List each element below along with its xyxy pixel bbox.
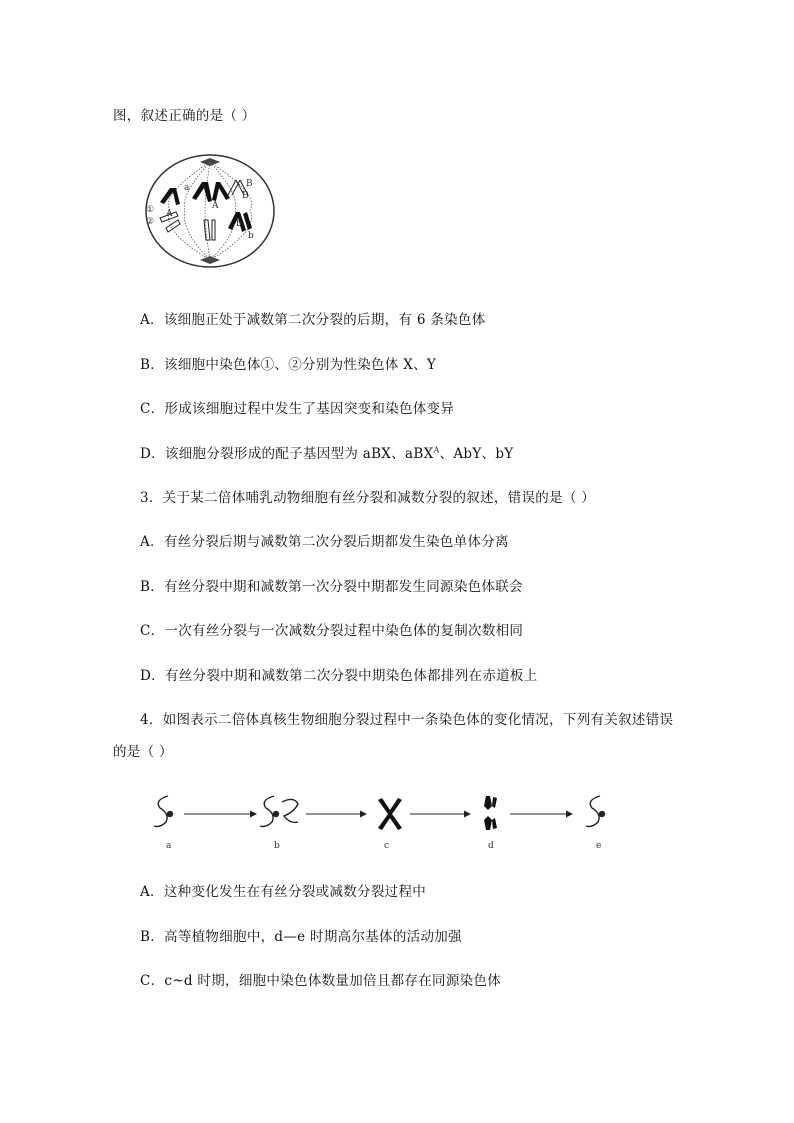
- chromosome-stage-e: [586, 796, 605, 827]
- q3-option-d: D．有丝分裂中期和减数第二次分裂中期染色体都排列在赤道板上: [140, 668, 538, 684]
- q4-option-c: C．c~d 时期，细胞中染色体数量加倍且都存在同源染色体: [140, 973, 502, 989]
- stage-label-d: d: [488, 841, 494, 851]
- q3-stem: 3．关于某二倍体哺乳动物细胞有丝分裂和减数分裂的叙述，错误的是（ ）: [140, 490, 596, 506]
- q2-option-b: B．该细胞中染色体①、②分别为性染色体 X、Y: [140, 357, 437, 373]
- stage-label-b: b: [274, 841, 280, 851]
- chromosome-stage-b: [260, 796, 298, 827]
- label-A-left: A: [166, 209, 173, 219]
- label-b-bottom: b: [248, 231, 254, 241]
- q4-option-a: A．这种变化发生在有丝分裂或减数分裂过程中: [140, 884, 427, 900]
- label-B-top: B: [246, 179, 253, 189]
- q2-option-c: C．形成该细胞过程中发生了基因突变和染色体变异: [140, 401, 455, 417]
- q2-stem: 图，叙述正确的是（ ）: [113, 108, 256, 124]
- q2-option-d-pre: D．该细胞分裂形成的配子基因型为 aBX、aBX: [140, 446, 434, 462]
- q2-option-a: A．该细胞正处于减数第二次分裂的后期，有 6 条染色体: [140, 312, 486, 328]
- q2-option-d-sup: A: [433, 445, 440, 455]
- label-a: a: [184, 183, 190, 193]
- stage-label-c: c: [384, 841, 390, 851]
- chromosome-stage-a: [154, 796, 173, 827]
- q3-option-c: C．一次有丝分裂与一次减数分裂过程中染色体的复制次数相同: [140, 623, 524, 639]
- q4-option-b: B．高等植物细胞中，d—e 时期高尔基体的活动加强: [140, 929, 462, 945]
- spindle-fibers: [168, 162, 251, 260]
- label-B-mid: B: [242, 191, 249, 201]
- chromosome-stage-c: [378, 798, 402, 830]
- label-1: ①: [146, 205, 155, 215]
- q4-stem-line2: 的是（ ）: [113, 744, 173, 760]
- q3-option-a: A．有丝分裂后期与减数第二次分裂后期都发生染色单体分离: [140, 534, 509, 550]
- q3-option-b: B．有丝分裂中期和减数第一次分裂中期都发生同源染色体联会: [140, 579, 523, 595]
- chromosome-change-figure: [148, 788, 618, 852]
- stage-label-e: e: [596, 841, 602, 851]
- label-2: ②: [146, 217, 155, 227]
- label-A-mid: A: [212, 201, 219, 211]
- q2-option-d: [140, 442, 514, 462]
- cell-division-figure: [140, 150, 285, 275]
- label-b-mid: b: [236, 219, 242, 229]
- stage-label-a: a: [166, 841, 172, 851]
- chromosome-stage-d: [484, 796, 497, 830]
- q4-stem-line1: 4．如图表示二倍体真核生物细胞分裂过程中一条染色体的变化情况，下列有关叙述错误: [140, 712, 674, 728]
- q2-option-d-post: 、AbY、bY: [439, 446, 514, 462]
- chromosomes-upper: [160, 182, 230, 205]
